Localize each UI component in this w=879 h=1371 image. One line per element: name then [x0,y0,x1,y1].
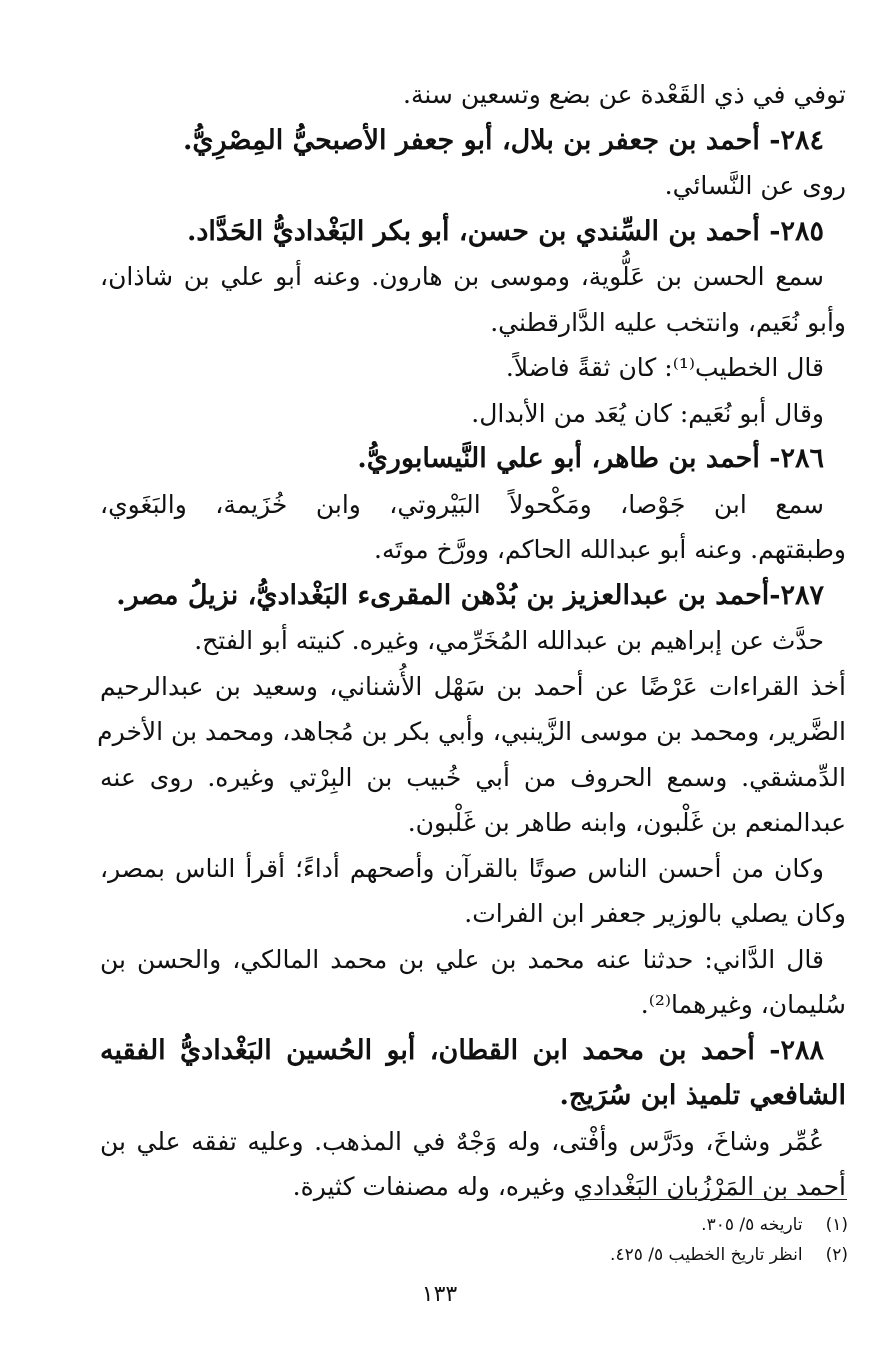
text-line: أحمد بن المَرْزُبان البَغْدادي وغيره، وله مصنفات كثيرة. [292,1172,846,1201]
text-line: توفي في ذي القَعْدة عن بضع وتسعين سنة. [403,80,846,109]
footnote-2 [470,1240,848,1270]
text-line: سمع ابن جَوْصا، ومَكْحولاً البَيْروتي، وابن خُزَيمة، والبَغَوي، [100,489,824,519]
text-line: حدَّث عن إبراهيم بن عبدالله المُخَرِّمي، وغيره. كنيته أبو الفتح. [194,626,824,655]
footnote-2-number: (٢) [825,1245,848,1265]
entry-heading-line: ٢٨٦- أحمد بن طاهر، أبو علي النَّيسابوريُّ. [357,443,824,474]
page-body [97,72,846,1210]
text-line: روى عن النَّسائي. [664,171,846,200]
page-number: ١٣٣ [421,1282,458,1307]
text-line: وكان من أحسن الناس صوتًا بالقرآن وأصحهم أداءً؛ أقرأ الناس بمصر، [100,853,824,883]
text-line: عبدالمنعم بن غَلْبون، وابنه طاهر بن غَلْبون. [407,808,846,837]
text-line: أخذ القراءات عَرْضًا عن أحمد بن سَهْل الأُشناني، وسعيد بن عبدالرحيم [100,671,846,701]
text-line: وأبو نُعَيم، وانتخب عليه الدَّارقطني. [490,307,846,337]
text-line: الدِّمشقي. وسمع الحروف من أبي خُبيب بن البِرْتي وغيره. روى عنه [100,762,846,792]
text-line: عُمِّر وشاخَ، ودَرَّس وأفْتى، وله وَجْهٌ في المذهب. وعليه تفقه علي بن [100,1126,824,1156]
text-line: وطبقتهم. وعنه أبو عبدالله الحاكم، وورَّخ موتَه. [374,535,846,564]
text-line: سُليمان، وغيرهما⁽²⁾. [640,990,846,1019]
footnotes [470,1210,848,1270]
footnote-2-text: انظر تاريخ الخطيب ٥/ ٤٢٥. [610,1245,803,1265]
entry-heading-line: الشافعي تلميذ ابن سُرَيج. [559,1080,846,1111]
entry-heading-line: ٢٨٥- أحمد بن السِّندي بن حسن، أبو بكر البَغْداديُّ الحَدَّاد. [186,215,824,247]
footnote-1-number: (١) [825,1215,848,1235]
text-line: سمع الحسن بن عَلُّوية، وموسى بن هارون. وعنه أبو علي بن شاذان، [100,262,824,291]
text-line: قال الخطيب⁽¹⁾: كان ثقةً فاضلاً. [505,353,824,382]
entry-heading-line: ٢٨٤- أحمد بن جعفر بن بلال، أبو جعفر الأصبحيُّ المِصْرِيُّ. [183,124,824,156]
footnote-1-text: تاريخه ٥/ ٣٠٥. [701,1215,803,1235]
text-line: وكان يصلي بالوزير جعفر ابن الفرات. [464,899,846,928]
footnote-divider [585,1199,847,1200]
text-line: الضَّرير، ومحمد بن موسى الزَّينبي، وأبي بكر بن مُجاهد، ومحمد بن الأخرم [97,717,846,746]
text-line: وقال أبو نُعَيم: كان يُعَد من الأبدال. [471,398,824,428]
footnote-1 [470,1210,848,1240]
entry-heading-line: ٢٨٧-أحمد بن عبدالعزيز بن بُدْهن المقرىء البَغْداديُّ، نزيلُ مصر. [116,579,824,611]
entry-heading-line: ٢٨٨- أحمد بن محمد ابن القطان، أبو الحُسين البَغْداديُّ الفقيه [100,1034,824,1066]
text-line: قال الدَّاني: حدثنا عنه محمد بن علي بن محمد المالكي، والحسن بن [100,944,824,974]
